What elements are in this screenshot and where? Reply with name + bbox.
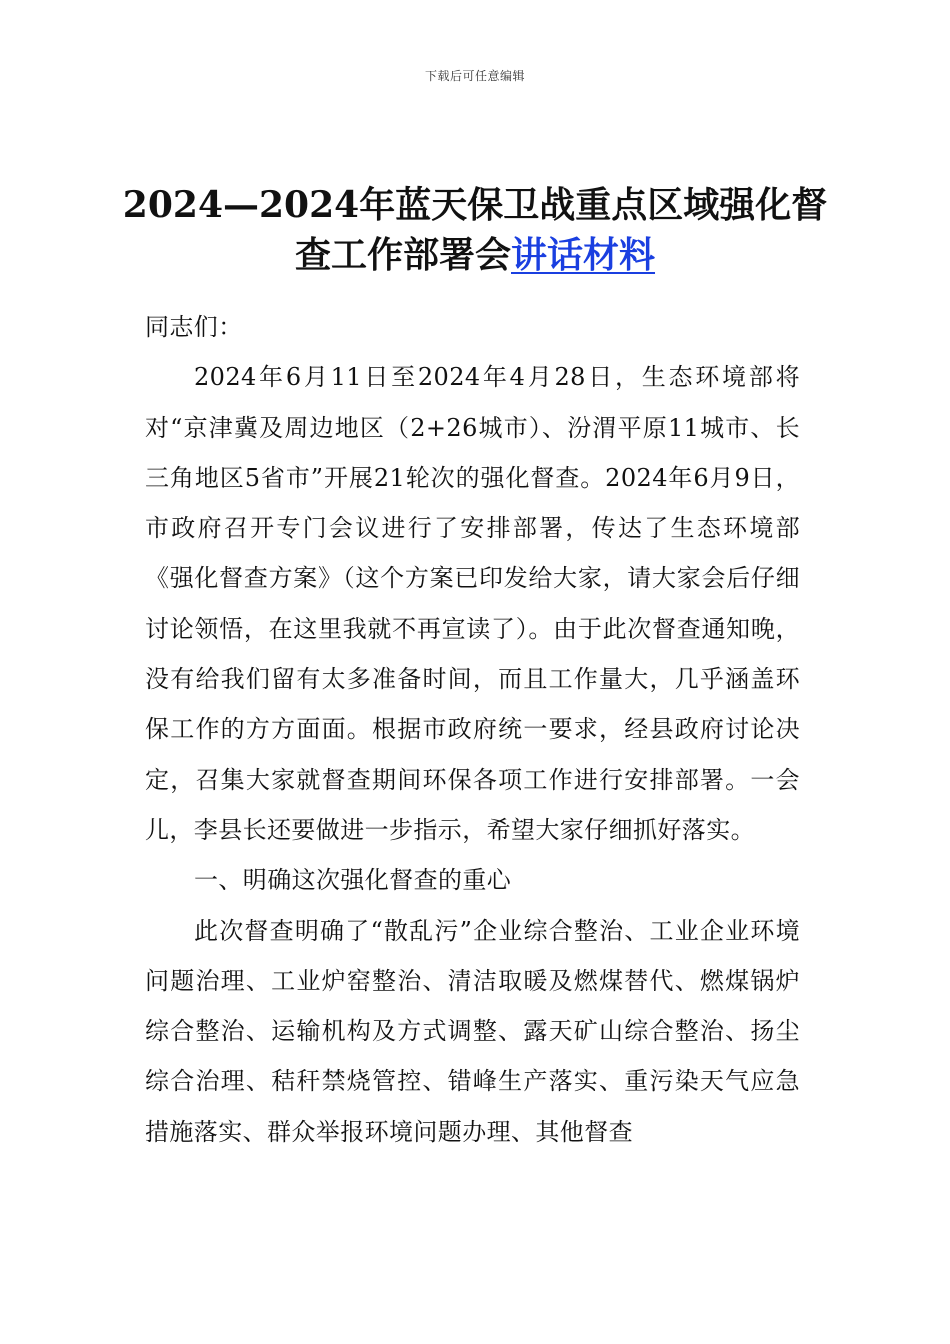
document-body bbox=[145, 302, 800, 1157]
header-note: 下载后可任意编辑 bbox=[424, 69, 525, 83]
paragraph-intro: 2024年6月11日至2024年4月28日，生态环境部将对“京津冀及周边地区（2+26城市）、汾渭平原11城市、长三角地区5省市”开展21轮次的强化督查。2024年6月9日，市政府召开专门会议进行了安排部署，传达了生态环境部《强化督查方案》（这个方案已印发给大家，请大家会后仔细讨论领悟，在这里我就不再宣读了）。由于此次督查通知晚，没有给我们留有太多准备时间，而且工作量大，几乎涵盖环保工作的方方面面。根据市政府统一要求，经县政府讨论决定，召集大家就督查期间环保各项工作进行安排部署。一会儿，李县长还要做进一步指示，希望大家仔细抓好落实。 bbox=[145, 363, 800, 844]
greeting: 同志们： bbox=[145, 313, 243, 341]
title-line-1: 2024—2024年蓝天保卫战重点区域强化督 bbox=[122, 184, 828, 226]
title-line-2: 查工作部署会 bbox=[294, 234, 511, 276]
paragraph-focus: 此次督查明确了“散乱污”企业综合整治、工业企业环境问题治理、工业炉窑整治、清洁取暖及燃煤替代、燃煤锅炉综合整治、运输机构及方式调整、露天矿山综合整治、扬尘综合治理、秸秆禁烧管控、错峰生产落实、重污染天气应急措施落实、群众举报环境问题办理、其他督查 bbox=[145, 916, 800, 1146]
speech-material-link[interactable]: 讲话材料 bbox=[511, 234, 656, 276]
document-title bbox=[110, 180, 840, 280]
section-heading-1: 一、明确这次强化督查的重心 bbox=[194, 866, 512, 895]
